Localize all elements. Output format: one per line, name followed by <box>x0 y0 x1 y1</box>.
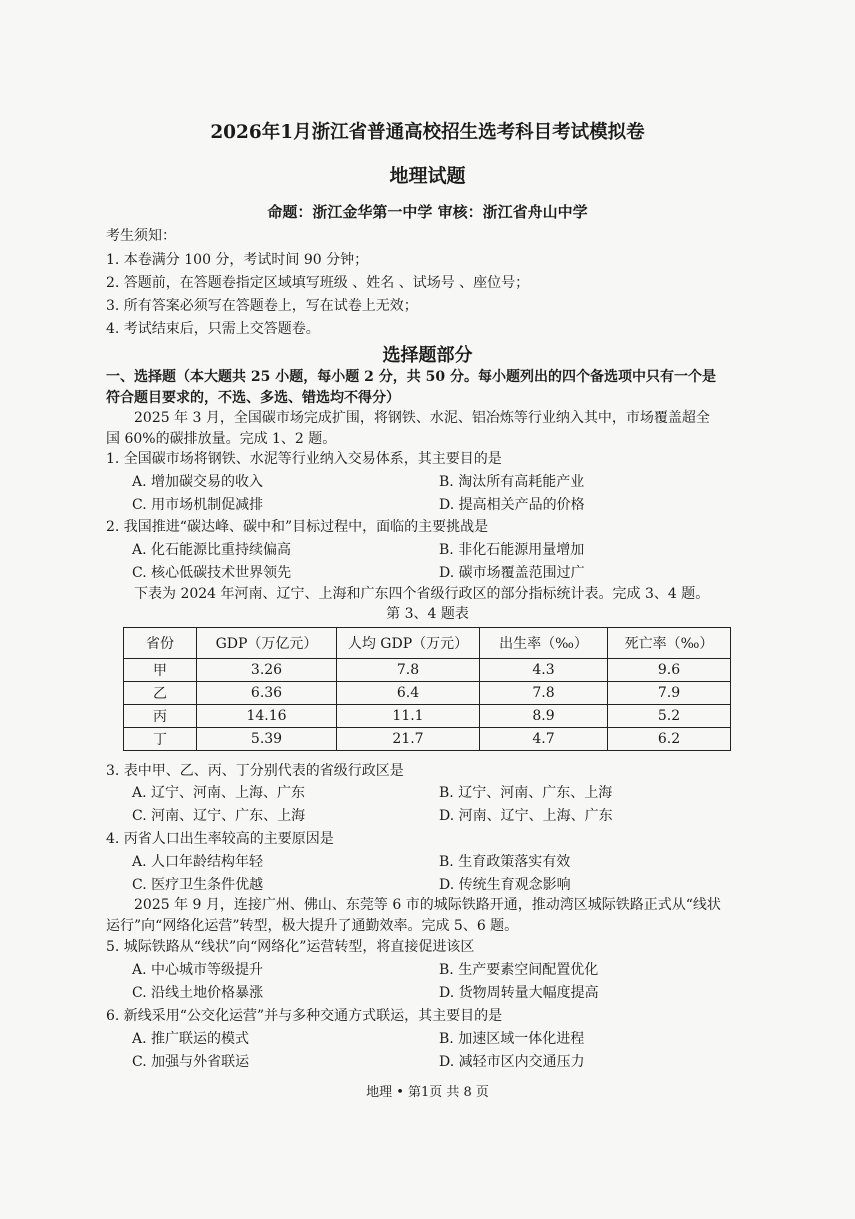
option-c: C. 用市场机制促减排 <box>132 497 264 513</box>
table-cell: 4.3 <box>480 659 608 682</box>
table-row <box>124 728 731 751</box>
option-b: B. 非化石能源用量增加 <box>439 542 585 558</box>
question-stem: 3. 表中甲、乙、丙、丁分别代表的省级行政区是 <box>106 763 404 779</box>
notice-item: 1. 本卷满分 100 分，考试时间 90 分钟； <box>106 252 369 268</box>
question-stem: 1. 全国碳市场将钢铁、水泥等行业纳入交易体系，其主要目的是 <box>106 451 502 467</box>
section-instruction: 符合题目要求的，不选、多选、错选均不得分） <box>106 390 400 406</box>
table-header-cell: GDP（万亿元） <box>197 628 337 659</box>
question-stem: 2. 我国推进“碳达峰、碳中和”目标过程中，面临的主要挑战是 <box>106 519 489 535</box>
option-d: D. 碳市场覆盖范围过广 <box>439 565 585 581</box>
option-a: A. 化石能源比重持续偏高 <box>132 542 292 558</box>
table-header-cell: 死亡率（‰） <box>608 628 731 659</box>
table-cell: 8.9 <box>480 705 608 728</box>
question-stem: 5. 城际铁路从“线状”向“网络化”运营转型，将直接促进该区 <box>106 939 475 955</box>
notice-item: 4. 考试结束后，只需上交答题卷。 <box>106 321 320 337</box>
table-row <box>124 659 731 682</box>
table-cell: 6.2 <box>608 728 731 751</box>
table-cell: 3.26 <box>197 659 337 682</box>
table-cell: 14.16 <box>197 705 337 728</box>
table-cell: 丁 <box>124 728 197 751</box>
notice-heading: 考生须知： <box>106 228 176 244</box>
table-cell: 11.1 <box>337 705 480 728</box>
notice-item: 2. 答题前，在答题卷指定区域填写班级 、姓名 、试场号 、座位号； <box>106 275 530 291</box>
option-b: B. 淘汰所有高耗能产业 <box>439 474 585 490</box>
option-a: A. 推广联运的模式 <box>132 1031 250 1047</box>
option-d: D. 减轻市区内交通压力 <box>439 1054 585 1070</box>
table-cell: 6.36 <box>197 682 337 705</box>
table-cell: 丙 <box>124 705 197 728</box>
table-cell: 甲 <box>124 659 197 682</box>
table-cell: 7.8 <box>480 682 608 705</box>
table-cell: 6.4 <box>337 682 480 705</box>
table-row <box>124 705 731 728</box>
table-cell: 4.7 <box>480 728 608 751</box>
table-header-cell: 人均 GDP（万元） <box>337 628 480 659</box>
table-row <box>124 682 731 705</box>
option-d: D. 货物周转量大幅度提高 <box>439 985 599 1001</box>
option-a: A. 辽宁、河南、上海、广东 <box>132 785 306 801</box>
option-c: C. 核心低碳技术世界领先 <box>132 565 292 581</box>
material-text: 国 60%的碳排放量。完成 1、2 题。 <box>106 431 337 447</box>
option-b: B. 辽宁、河南、广东、上海 <box>439 785 613 801</box>
material-text: 下表为 2024 年河南、辽宁、上海和广东四个省级行政区的部分指标统计表。完成 3、4 题。 <box>134 586 710 602</box>
material-text: 2025 年 3 月，全国碳市场完成扩围，将钢铁、水泥、铝冶炼等行业纳入其中，市场覆盖超全 <box>134 410 710 426</box>
page-footer: 地理 • 第1页 共 8 页 <box>366 1085 489 1100</box>
table-header-cell: 出生率（‰） <box>480 628 608 659</box>
question-stem: 4. 丙省人口出生率较高的主要原因是 <box>106 831 334 847</box>
option-c: C. 河南、辽宁、广东、上海 <box>132 808 306 824</box>
table-caption: 第 3、4 题表 <box>386 606 469 622</box>
option-b: B. 生产要素空间配置优化 <box>439 962 599 978</box>
option-c: C. 加强与外省联运 <box>132 1054 250 1070</box>
data-table <box>123 627 731 751</box>
material-text: 2025 年 9 月，连接广州、佛山、东莞等 6 市的城际铁路开通，推动湾区城际铁路正式从“线状 <box>134 897 721 913</box>
table-cell: 7.9 <box>608 682 731 705</box>
option-b: B. 生育政策落实有效 <box>439 854 571 870</box>
option-b: B. 加速区域一体化进程 <box>439 1031 585 1047</box>
table-cell: 9.6 <box>608 659 731 682</box>
option-d: D. 提高相关产品的价格 <box>439 497 585 513</box>
authors-line: 命题：浙江金华第一中学 审核：浙江省舟山中学 <box>267 203 588 221</box>
table-cell: 7.8 <box>337 659 480 682</box>
subject-title: 地理试题 <box>389 165 466 187</box>
notice-item: 3. 所有答案必须写在答题卷上，写在试卷上无效； <box>106 298 418 314</box>
table-header-row <box>124 628 731 659</box>
exam-title: 2026年1月浙江省普通高校招生选考科目考试模拟卷 <box>210 122 645 143</box>
material-text: 运行”向“网络化运营”转型，极大提升了通勤效率。完成 5、6 题。 <box>106 918 519 934</box>
option-d: D. 传统生育观念影响 <box>439 877 571 893</box>
question-stem: 6. 新线采用“公交化运营”并与多种交通方式联运，其主要目的是 <box>106 1008 503 1024</box>
option-a: A. 中心城市等级提升 <box>132 962 264 978</box>
table-cell: 21.7 <box>337 728 480 751</box>
option-a: A. 增加碳交易的收入 <box>132 474 264 490</box>
option-c: C. 医疗卫生条件优越 <box>132 877 264 893</box>
table-cell: 5.2 <box>608 705 731 728</box>
table-header-cell: 省份 <box>124 628 197 659</box>
table-cell: 乙 <box>124 682 197 705</box>
option-c: C. 沿线土地价格暴涨 <box>132 985 264 1001</box>
option-a: A. 人口年龄结构年轻 <box>132 854 264 870</box>
section-title: 选择题部分 <box>382 345 473 366</box>
option-d: D. 河南、辽宁、上海、广东 <box>439 808 613 824</box>
section-instruction: 一、选择题（本大题共 25 小题，每小题 2 分，共 50 分。每小题列出的四个备选项中只有一个是 <box>106 369 716 385</box>
table-cell: 5.39 <box>197 728 337 751</box>
